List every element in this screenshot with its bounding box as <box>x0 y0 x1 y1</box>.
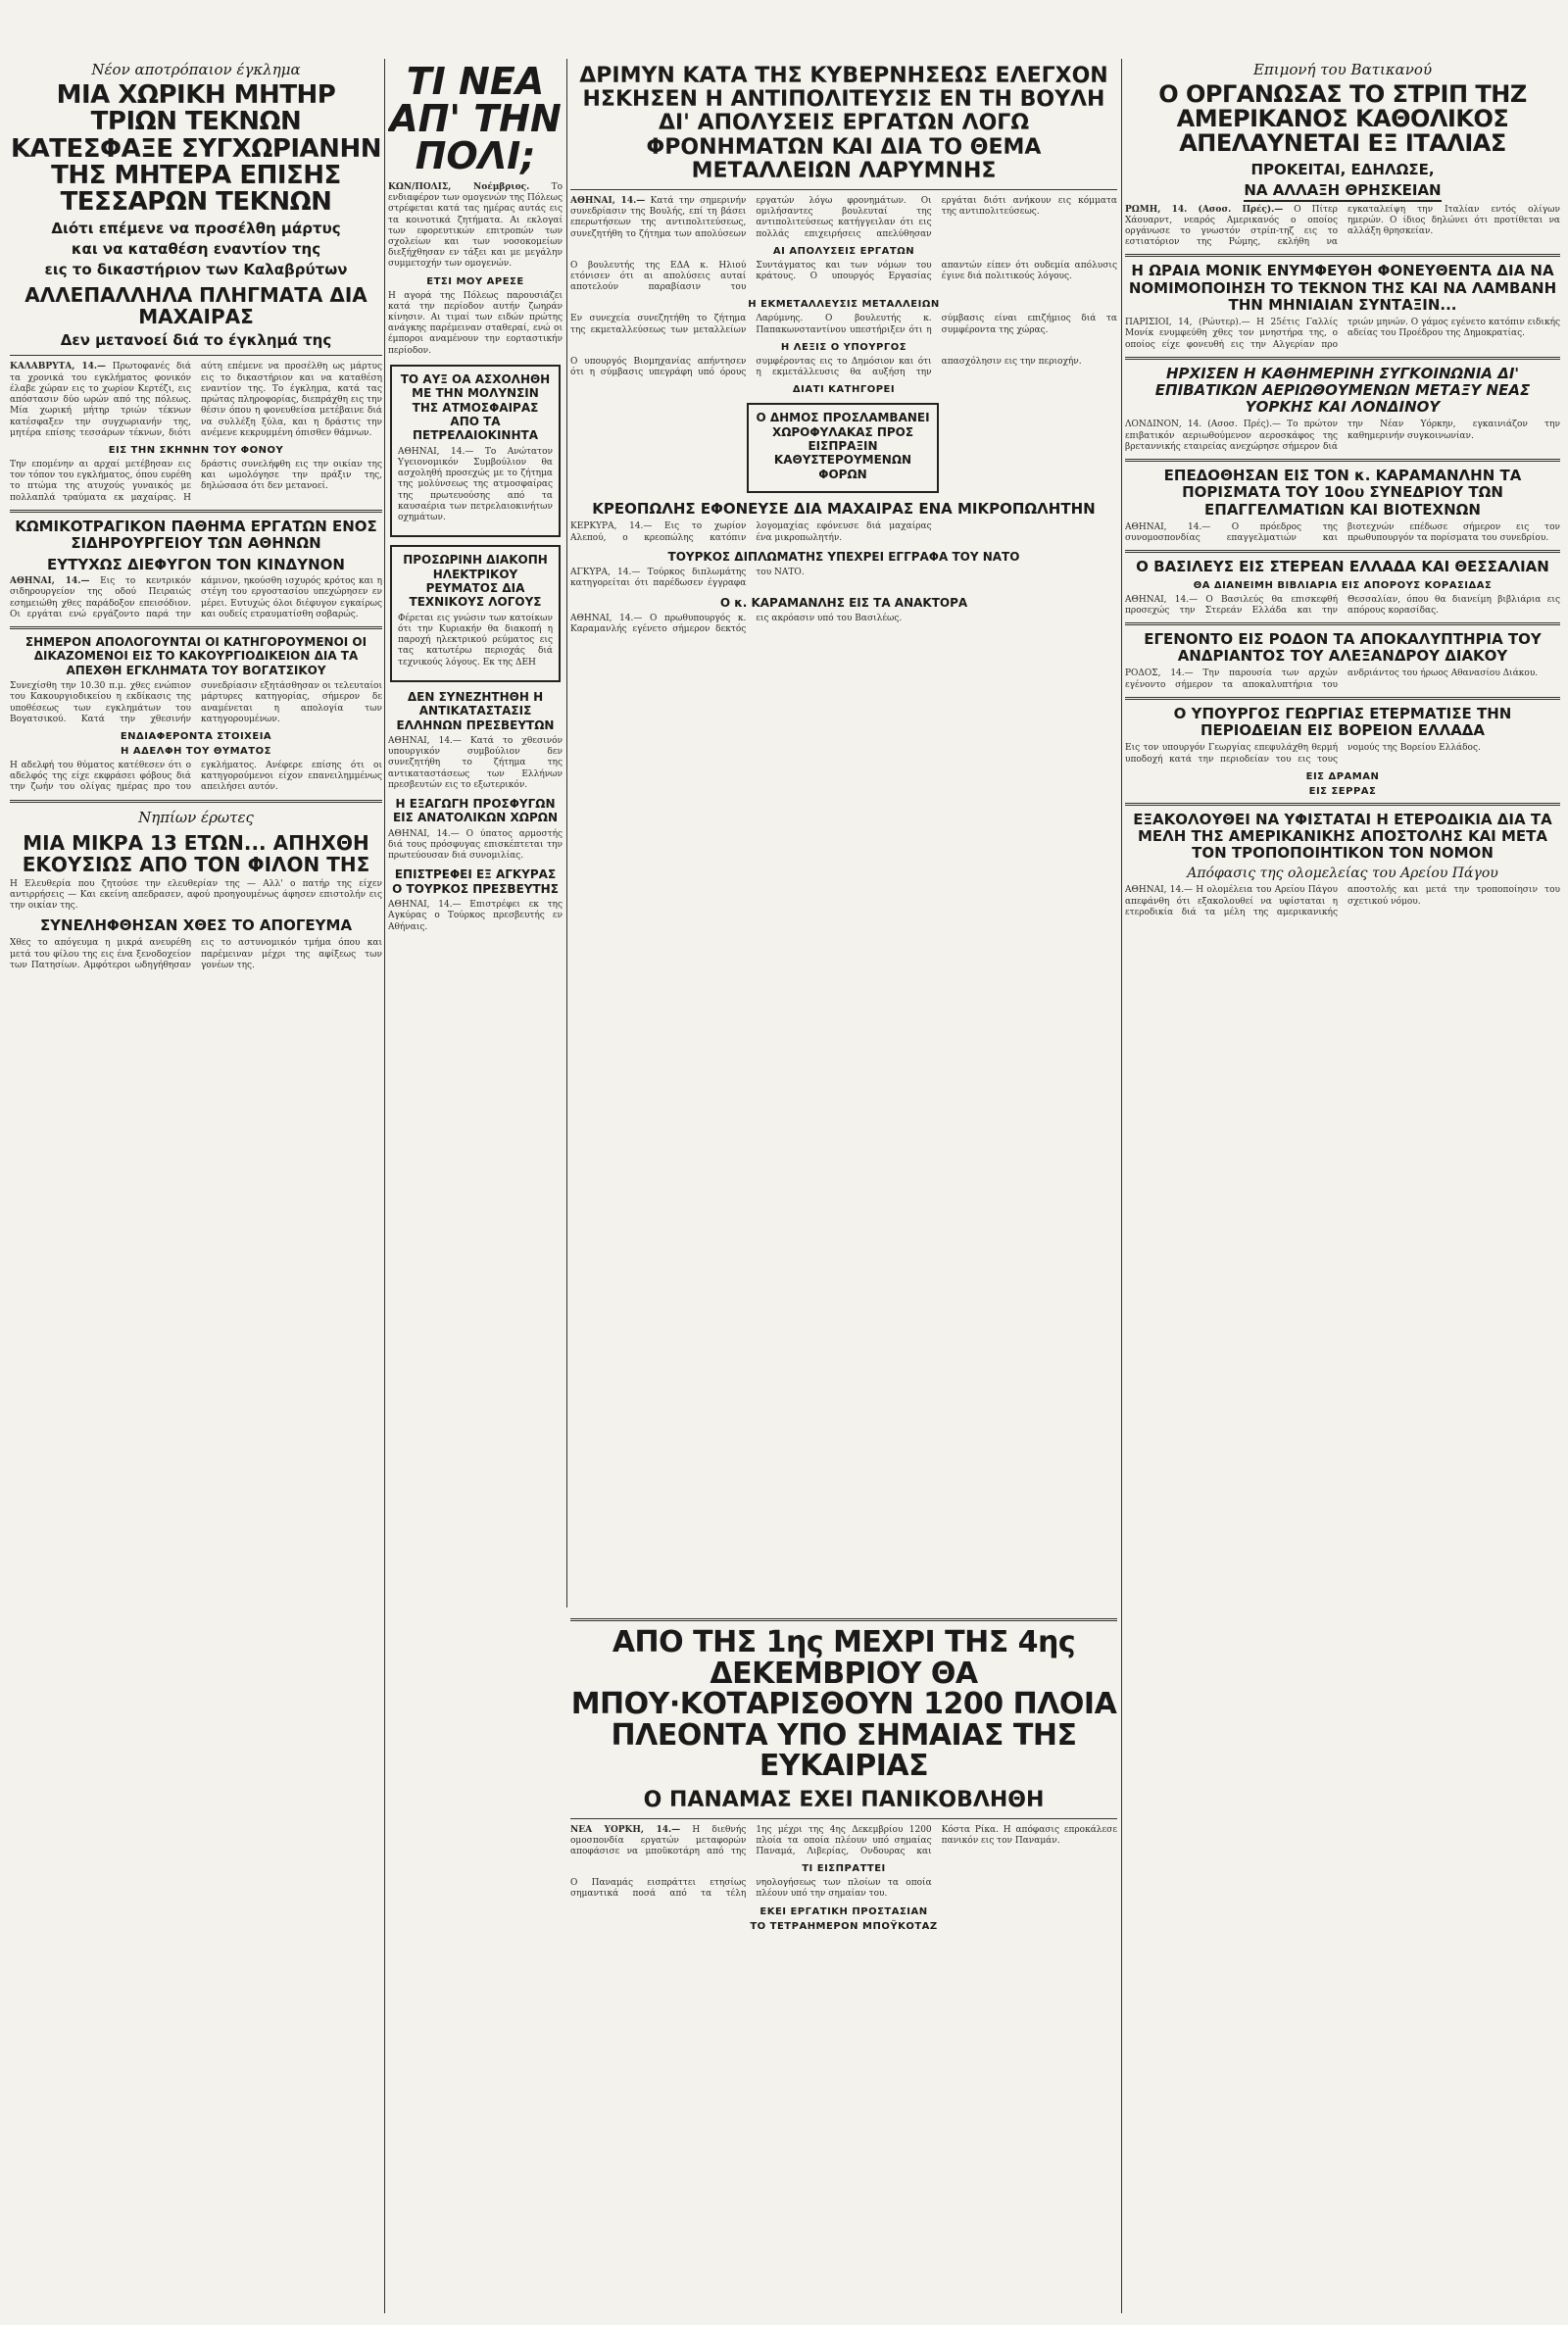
column-rule <box>1121 59 1122 2313</box>
article-body: ΑΓΚΥΡΑ, 14.— Τούρκος διπλωμάτης κατηγορείται ότι παρέδωσεν έγγραφα του ΝΑΤΟ. <box>570 568 805 589</box>
divider <box>10 626 382 629</box>
divider <box>10 355 382 356</box>
article-body: Η Ελευθερία που ζητούσε την ελευθερίαν της — Αλλ' ο πατήρ της είχεν αντιρρήσεις — Και εκείνη απεδρασεν, αφού προηγουμένως άφησεν επιστολήν εις την οικίαν της. <box>10 878 382 912</box>
article-text: Πρωτοφανές διά τα χρονικά του εγκλήματος φονικόν έλαβε χώραν εις το χωρίον Κερτέζι, εις απόστασιν δύο ωρών από της πόλεως. Μία χωρική μήτηρ τριών τέκνων κατέσφαξεν την συγχωριανήν της, μητέρα επίσης τεσσάρων τέκνων, διότι αύτη επέμενε να προσέλθη ως μάρτυς εις το δικαστήριον και να καταθέση εναντίον της. Το έγκλημα, κατά τας πρώτας πληροφορίας, διεπράχθη εις την θέσιν όπου η φονευθείσα μετέβαινε διά να συλλέξη ξύλα, και η δράστις την ανέμενε κεκρυμμένη όπισθεν θάμνων. <box>10 362 382 438</box>
subheadline: Διότι επέμενε να προσέλθη μάρτυς <box>51 220 341 238</box>
divider <box>10 510 382 513</box>
column-2 <box>388 59 563 939</box>
article-text: Εις το κεντρικόν σιδηρουργείον της οδού Πειραιώς εσημειώθη χθες παράδοξον επεισόδιον. Οι εργάται ενώ εργάζοντο παρά την κάμινον, ηκούσθη ισχυρός κρότος και η στέγη του εργοστασίου υπεχώρησεν εν μέρει. Ευτυχώς όλοι διέφυγον εγκαίρως και ουδείς ετραυματίσθη σοβαρώς. <box>10 576 382 619</box>
section-title: ΕΙΣ ΣΕΡΡΑΣ <box>1308 785 1377 797</box>
article-body: Την επομένην αι αρχαί μετέβησαν εις τον τόπον του εγκλήματος, όπου ευρέθη το πτώμα της ατυχούς γυναικός με πολλαπλά τραύματα εκ μαχαίρας. Η δράστις συνελήφθη εις την οικίαν της και ωμολόγησε την πράξιν της, δηλώσασα ότι δεν μετανοεί. <box>10 459 382 503</box>
dateline: ΝΕΑ ΥΟΡΚΗ, 14.— <box>570 1824 681 1835</box>
article-body: ΡΟΔΟΣ, 14.— Την παρουσία των αρχών εγένοντο σήμερον τα αποκαλυπτήρια του ανδριάντος του ήρωος Αθανασίου Διάκου. <box>1125 668 1539 690</box>
subheadline <box>1125 181 1560 202</box>
subheadline: και να καταθέση εναντίον της <box>71 240 321 259</box>
headline: ΤΟ ΑΥΞ ΟΑ ΑΣΧΟΛΗΘΗ ΜΕ ΤΗΝ ΜΟΛΥΝΣΙΝ ΤΗΣ ΑΤΜΟΣΦΑΙΡΑΣ ΑΠΟ ΤΑ ΠΕΤΡΕΛΑΙΟΚΙΝΗΤΑ <box>400 371 551 443</box>
headline: ΔΡΙΜΥΝ ΚΑΤΑ ΤΗΣ ΚΥΒΕΡΝΗΣΕΩΣ ΕΛΕΓΧΟΝ ΗΣΚΗΣΕΝ Η ΑΝΤΙΠΟΛΙΤΕΥΣΙΣ ΕΝ ΤΗ ΒΟΥΛΗ ΔΙ' ΑΠΟΛΥΣΕΙΣ ΕΡΓΑΤΩΝ ΛΟΓΩ ΦΡΟΝΗΜΑΤΩΝ ΚΑΙ ΔΙΑ ΤΟ ΘΕΜΑ ΜΕΤΑΛΛΕΙΩΝ ΛΑΡΥΜΝΗΣ <box>579 64 1108 183</box>
article-body: Ο υπουργός Βιομηχανίας απήντησεν ότι η σύμβασις υπεγράφη υπό όρους συμφέροντας εις το Δημόσιον και ότι η εκμετάλλευσις θα αυξήση την απασχόλησιν εις την περιοχήν. <box>570 356 1082 377</box>
divider <box>1125 697 1560 700</box>
headline: ΤΟΥΡΚΟΣ ΔΙΠΛΩΜΑΤΗΣ ΥΠΕΧΡΕΙ ΕΓΓΡΑΦΑ ΤΟΥ ΝΑΤΟ <box>667 549 1020 564</box>
headline: Ο ΒΑΣΙΛΕΥΣ ΕΙΣ ΣΤΕΡΕΑΝ ΕΛΛΑΔΑ ΚΑΙ ΘΕΣΣΑΛΙΑΝ <box>1136 558 1549 576</box>
section-title: ΤΙ ΝΕΑ ΑΠ' ΤΗΝ ΠΟΛΙ; <box>389 60 562 177</box>
article-body: ΠΑΡΙΣΙΟΙ, 14, (Ρώυτερ).— Η 25έτις Γαλλίς Μονίκ ενυμφεύθη χθες τον μνηστήρα της, ο οποίος είχε φονευθή εις την Αλγερίαν προ τριών μηνών. Ο γάμος εγένετο κατόπιν ειδικής αδείας του Προέδρου της Δημοκρατίας. <box>1125 318 1560 350</box>
column-3 <box>570 59 1117 641</box>
divider <box>570 1818 1117 1819</box>
article-body <box>570 1825 1117 1858</box>
headline: Ο ΔΗΜΟΣ ΠΡΟΣΛΑΜΒΑΝΕΙ ΧΩΡΟΦΥΛΑΚΑΣ ΠΡΟΣ ΕΙΣΠΡΑΞΙΝ ΚΑΘΥΣΤΕΡΟΥΜΕΝΩΝ ΦΟΡΩΝ <box>756 411 930 481</box>
headline: Ο ΟΡΓΑΝΩΣΑΣ ΤΟ ΣΤΡΙΠ ΤΗΖ ΑΜΕΡΙΚΑΝΟΣ ΚΑΘΟΛΙΚΟΣ ΑΠΕΛΑΥΝΕΤΑΙ ΕΞ ΙΤΑΛΙΑΣ <box>1158 80 1527 158</box>
dateline: ΑΘΗΝΑΙ, 14.— <box>10 576 90 587</box>
headline: ΑΛΛΕΠΑΛΛΗΛΑ ΠΛΗΓΜΑΤΑ ΔΙΑ ΜΑΧΑΙΡΑΣ <box>24 283 368 329</box>
headline: ΜΙΑ ΧΩΡΙΚΗ ΜΗΤΗΡ ΤΡΙΩΝ ΤΕΚΝΩΝ ΚΑΤΕΣΦΑΞΕ ΣΥΓΧΩΡΙΑΝΗΝ ΤΗΣ ΜΗΤΕΡΑ ΕΠΙΣΗΣ ΤΕΣΣΑΡΩΝ ΤΕΚΝΩΝ <box>11 80 381 218</box>
article-body: Η αδελφή του θύματος κατέθεσεν ότι ο αδελφός της είχε εκφράσει φόβους διά την ζωήν του ολίγας ημέρας προ του εγκλήματος. Ανέφερε επίσης ότι οι κατηγορούμενοι είχον επανειλημμένως απειλήσει αυτόν. <box>10 761 382 793</box>
article-body: ΑΘΗΝΑΙ, 14.— Ο Βασιλεύς θα επισκεφθή προσεχώς την Στερεάν Ελλάδα και την Θεσσαλίαν, όπου θα διανείμη βιβλιάρια εις απόρους κορασίδας. <box>1125 594 1560 616</box>
headline: ΕΞΑΚΟΛΟΥΘΕΙ ΝΑ ΥΦΙΣΤΑΤΑΙ Η ΕΤΕΡΟΔΙΚΙΑ ΔΙΑ ΤΑ ΜΕΛΗ ΤΗΣ ΑΜΕΡΙΚΑΝΙΚΗΣ ΑΠΟΣΤΟΛΗΣ ΚΑΙ ΜΕΤΑ ΤΟΝ ΤΡΟΠΟΠΟΙΗΤΙΚΟΝ ΤΟΝ ΝΟΜΟΝ <box>1133 810 1552 863</box>
boxed-article <box>390 365 561 537</box>
section-title: ΕΤΣΙ ΜΟΥ ΑΡΕΣΕ <box>426 275 524 287</box>
boxed-notice <box>390 545 561 682</box>
subheadline: Δεν μετανοεί διά το έγκλημά της <box>60 331 332 350</box>
article-body: ΚΕΡΚΥΡΑ, 14.— Εις το χωρίον Αλεπού, ο κρεοπώλης κατόπιν λογομαχίας εφόνευσε διά μαχαίρας ένα μικροπωλητήν. <box>570 521 932 543</box>
article-body: Ο Παναμάς εισπράττει ετησίως σημαντικά ποσά από τα τέλη νηολογήσεως των πλοίων τα οποία πλέουν υπό την σημαίαν του. <box>570 1878 932 1900</box>
article-body <box>388 182 563 271</box>
headline: ΣΗΜΕΡΟΝ ΑΠΟΛΟΓΟΥΝΤΑΙ ΟΙ ΚΑΤΗΓΟΡΟΥΜΕΝΟΙ ΟΙ ΔΙΚΑΖΟΜΕΝΟΙ ΕΙΣ ΤΟ ΚΑΚΟΥΡΓΙΟΔΙΚΕΙΟΝ ΔΙΑ ΤΑ ΑΠΕΧΘΗ ΕΓΚΛΗΜΑΤΑ ΤΟΥ ΒΟΓΑΤΣΙΚΟΥ <box>24 635 368 677</box>
dateline: ΡΩΜΗ, 14. (Ασοσ. Πρές).— <box>1125 204 1284 215</box>
article-body: Χθες το απόγευμα η μικρά ανευρέθη μετά του φίλου της εις ένα ξενοδοχείον των Πατησίων. Αμφότεροι ωδηγήθησαν εις το αστυνομικόν τμήμα όπου και παρέμειναν μέχρι της αφίξεως των γονέων της. <box>10 938 382 970</box>
headline: ΔΕΝ ΣΥΝΕΖΗΤΗΘΗ Η ΑΝΤΙΚΑΤΑΣΤΑΣΙΣ ΕΛΛΗΝΩΝ ΠΡΕΣΒΕΥΤΩΝ <box>396 689 555 732</box>
section-title: Η ΛΕΞΙΣ Ο ΥΠΟΥΡΓΟΣ <box>780 341 907 353</box>
section-title: ΤΙ ΕΙΣΠΡΑΤΤΕΙ <box>802 1863 886 1875</box>
article-body: Η αγορά της Πόλεως παρουσιάζει κατά την περίοδον αυτήν ζωηράν κίνησιν. Αι τιμαί των ειδών πρώτης ανάγκης παρέμειναν σταθεραί, ενώ οι έμποροι αναμένουν την εορταστικήν περίοδον. <box>388 290 563 356</box>
section-title: Η ΑΔΕΛΦΗ ΤΟΥ ΘΥΜΑΤΟΣ <box>121 746 271 758</box>
article-body: ΛΟΝΔΙΝΟΝ, 14. (Ασοσ. Πρές).— Το πρώτον επιβατικόν αεριωθούμενον αεροσκάφος της βρεταννικής εταιρείας ανεχώρησε σήμερον διά την Νέαν Υόρκην, εγκαινιάζον την καθημερινήν συγκοινωνίαν. <box>1125 420 1560 452</box>
subheadline: ΠΡΟΚΕΙΤΑΙ, ΕΔΗΛΩΣΕ, <box>1250 160 1435 178</box>
article-text: Η διεθνής ομοσπονδία εργατών μεταφορών αποφάσισε να μποϋκοτάρη από της 1ης μέχρι της 4ης Δεκεμβρίου 1200 πλοία τα οποία πλέουν υπό σημαίας Παναμά, Λιβερίας, Ονδουρας και Κόστα Ρίκα. Η απόφασις επροκάλεσε πανικόν εις τον Παναμάν. <box>570 1824 1117 1856</box>
article-body: Ο βουλευτής της ΕΔΑ κ. Ηλιού ετόνισεν ότι αι απολύσεις αυταί αποτελούν παραβίασιν του Συντάγματος και των νόμων του κράτους. Ο υπουργός Εργασίας απαντών είπεν ότι ουδεμία απόλυσις έγινε διά πολιτικούς λόγους. <box>570 260 1117 293</box>
headline: ΜΙΑ ΜΙΚΡΑ 13 ΕΤΩΝ... ΑΠΗΧΘΗ ΕΚΟΥΣΙΩΣ ΑΠΟ ΤΟΝ ΦΙΛΟΝ ΤΗΣ <box>22 830 370 876</box>
banner-headline: ΑΠΟ ΤΗΣ 1ης ΜΕΧΡΙ ΤΗΣ 4ης ΔΕΚΕΜΒΡΙΟΥ ΘΑ ΜΠΟΥ·ΚΟΤΑΡΙΣΘΟΥΝ 1200 ΠΛΟΙΑ ΠΛΕΟΝΤΑ ΥΠΟ ΣΗΜΑΙΑΣ ΤΗΣ ΕΥΚΑΙΡΙΑΣ <box>570 1625 1117 1783</box>
article-text: Κατά την σημερινήν συνεδρίασιν της Βουλής, επί τη βάσει επερωτήσεων της αντιπολιτεύσεως, συνεζητήθη το ζήτημα των απολύσεων εργατών λόγω φρονημάτων. Οι ομιλήσαντες βουλευταί της αντιπολιτεύσεως κατήγγειλαν ότι εις πολλάς επιχειρήσεις απελύθησαν εργάται διότι ανήκουν εις κόμματα της αντιπολιτεύσεως. <box>570 195 1117 239</box>
section-title: ΑΙ ΑΠΟΛΥΣΕΙΣ ΕΡΓΑΤΩΝ <box>772 245 915 257</box>
section-title: ΔΙΑΤΙ ΚΑΤΗΓΟΡΕΙ <box>792 384 896 396</box>
divider <box>1125 254 1560 257</box>
article-body: ΑΘΗΝΑΙ, 14.— Ο πρωθυπουργός κ. Καραμανλής εγένετο σήμερον δεκτός εις ακρόασιν υπό του Βασιλέως. <box>570 613 903 635</box>
divider <box>10 800 382 803</box>
column-1 <box>10 59 382 977</box>
divider <box>570 189 1117 190</box>
headline: ΗΡΧΙΣΕΝ Η ΚΑΘΗΜΕΡΙΝΗ ΣΥΓΚΟΙΝΩΝΙΑ ΔΙ' ΕΠΙΒΑΤΙΚΩΝ ΑΕΡΙΩΘΟΥΜΕΝΩΝ ΜΕΤΑΞΥ ΝΕΑΣ ΥΟΡΚΗΣ ΚΑΙ ΛΟΝΔΙΝΟΥ <box>1154 364 1531 417</box>
kicker: Νηπίων έρωτες <box>138 808 254 826</box>
divider <box>1125 622 1560 625</box>
headline: ΚΩΜΙΚΟΤΡΑΓΙΚΟΝ ΠΑΘΗΜΑ ΕΡΓΑΤΩΝ ΕΝΟΣ ΣΙΔΗΡΟΥΡΓΕΙΟΥ ΤΩΝ ΑΘΗΝΩΝ <box>15 517 377 552</box>
headline: Ο κ. ΚΑΡΑΜΑΝΛΗΣ ΕΙΣ ΤΑ ΑΝΑΚΤΟΡΑ <box>719 595 968 610</box>
subheadline: ΕΥΤΥΧΩΣ ΔΙΕΦΥΓΟΝ ΤΟΝ ΚΙΝΔΥΝΟΝ <box>47 556 345 574</box>
article-body <box>1125 205 1560 249</box>
subheadline-underlined: ΝΑ ΑΛΛΑΞΗ ΘΡΗΣΚΕΙΑΝ <box>1244 181 1441 202</box>
subheadline: Απόφασις της ολομελείας του Αρείου Πάγου <box>1187 866 1498 882</box>
column-4 <box>1125 59 1560 924</box>
article-body: Εις τον υπουργόν Γεωργίας επεφυλάχθη θερμή υποδοχή κατά την περιοδείαν του εις τους νομούς της Βορείου Ελλάδος. <box>1125 743 1481 765</box>
article-body <box>10 576 382 620</box>
article-body <box>570 196 1117 240</box>
headline: ΕΠΙΣΤΡΕΦΕΙ ΕΞ ΑΓΚΥΡΑΣ Ο ΤΟΥΡΚΟΣ ΠΡΕΣΒΕΥΤΗΣ <box>392 867 559 896</box>
headline: Η ΩΡΑΙΑ ΜΟΝΙΚ ΕΝΥΜΦΕΥΘΗ ΦΟΝΕΥΘΕΝΤΑ ΔΙΑ ΝΑ ΝΟΜΙΜΟΠΟΙΗΣΗ ΤΟ ΤΕΚΝΟΝ ΤΗΣ ΚΑΙ ΝΑ ΛΑΜΒΑΝΗ ΤΗΝ ΜΗΝΙΑΙΑΝ ΣΥΝΤΑΞΙΝ... <box>1128 262 1557 314</box>
article-body: Φέρεται εις γνώσιν των κατοίκων ότι την Κυριακήν θα διακοπή η παροχή ηλεκτρικού ρεύματος εις τας κατωτέρω περιοχάς διά τεχνικούς λόγους. Εκ της ΔΕΗ <box>398 613 553 668</box>
divider <box>1125 803 1560 806</box>
section-title: ΤΟ ΤΕΤΡΑΗΜΕΡΟΝ ΜΠΟΫΚΟΤΑΖ <box>750 1920 938 1932</box>
divider <box>570 1618 1117 1621</box>
headline: ΣΥΝΕΛΗΦΘΗΣΑΝ ΧΘΕΣ ΤΟ ΑΠΟΓΕΥΜΑ <box>39 916 353 935</box>
headline: Ο ΥΠΟΥΡΓΟΣ ΓΕΩΡΓΙΑΣ ΕΤΕΡΜΑΤΙΣΕ ΤΗΝ ΠΕΡΙΟΔΕΙΑΝ ΕΙΣ ΒΟΡΕΙΟΝ ΕΛΛΑΔΑ <box>1173 704 1512 740</box>
article-body <box>10 362 382 438</box>
headline: ΠΡΟΣΩΡΙΝΗ ΔΙΑΚΟΠΗ ΗΛΕΚΤΡΙΚΟΥ ΡΕΥΜΑΤΟΣ ΔΙΑ ΤΕΧΝΙΚΟΥΣ ΛΟΓΟΥΣ <box>403 553 548 610</box>
section-title: ΕΚΕΙ ΕΡΓΑΤΙΚΗ ΠΡΟΣΤΑΣΙΑΝ <box>760 1905 928 1917</box>
dateline: ΚΩΝ/ΠΟΛΙΣ, Νοέμβριος. <box>388 182 530 192</box>
article-body: ΑΘΗΝΑΙ, 14.— Ο ύπατος αρμοστής διά τους πρόσφυγας επισκέπτεται την πρωτεύουσαν διά συνομιλίας. <box>388 828 563 862</box>
article-body: ΑΘΗΝΑΙ, 14.— Η ολομέλεια του Αρείου Πάγου απεφάνθη ότι εξακολουθεί να υφίσταται η ετεροδικία διά τα μέλη της αμερικανικής αποστολής και μετά την τροποποίησιν του σχετικού νόμου. <box>1125 885 1560 917</box>
section-title: ΕΝΔΙΑΦΕΡΟΝΤΑ ΣΤΟΙΧΕΙΑ <box>120 731 272 743</box>
section-title: ΕΙΣ ΔΡΑΜΑΝ <box>1305 770 1380 782</box>
dateline: ΑΘΗΝΑΙ, 14.— <box>570 195 646 206</box>
article-body: ΑΘΗΝΑΙ, 14.— Ο πρόεδρος της συνομοσπονδίας επαγγελματιών και βιοτεχνών επέδωσε σήμερον εις τον πρωθυπουργόν τα πορίσματα του συνεδρίου. <box>1125 521 1560 544</box>
article-body: ΑΘΗΝΑΙ, 14.— Κατά το χθεσινόν υπουργικόν συμβούλιον δεν συνεζητήθη το ζήτημα της αντικαταστάσεως των Ελλήνων πρεσβευτών εις το εξωτερικόν. <box>388 735 563 790</box>
divider <box>1125 459 1560 462</box>
section-title: Η ΕΚΜΕΤΑΛΛΕΥΣΙΣ ΜΕΤΑΛΛΕΙΩΝ <box>748 299 940 311</box>
banner-subheadline: Ο ΠΑΝΑΜΑΣ ΕΧΕΙ ΠΑΝΙΚΟΒΛΗΘΗ <box>643 1787 1045 1812</box>
subheadline: εις το δικαστήριον των Καλαβρύτων <box>44 261 348 279</box>
section-title: ΘΑ ΔΙΑΝΕΙΜΗ ΒΙΒΛΙΑΡΙΑ ΕΙΣ ΑΠΟΡΟΥΣ ΚΟΡΑΣΙΔΑΣ <box>1193 579 1493 591</box>
kicker: Νέον αποτρόπαιον έγκλημα <box>91 61 301 78</box>
article-body: ΑΘΗΝΑΙ, 14.— Επιστρέφει εκ της Αγκύρας ο Τούρκος πρεσβευτής εν Αθήναις. <box>388 900 563 932</box>
article-text: Ο Πίτερ Χάουαρντ, νεαρός Αμερικανός ο οποίος οργάνωσε το γνωστόν στρίπ-τηζ εις το εστιατόριον της Ρώμης, εκλήθη να εγκαταλείψη την Ιταλίαν εντός ολίγων ημερών. Ο ίδιος δηλώνει ότι προτίθεται να αλλάξη θρησκείαν. <box>1125 204 1560 248</box>
divider <box>1125 357 1560 360</box>
kicker: Επιμονή του Βατικανού <box>1252 61 1433 78</box>
section-title: ΕΙΣ ΤΗΝ ΣΚΗΝΗΝ ΤΟΥ ΦΟΝΟΥ <box>108 444 284 456</box>
column-rule <box>566 59 567 1608</box>
article-body: Εν συνεχεία συνεζητήθη το ζήτημα της εκμεταλλεύσεως των μεταλλείων Λαρύμνης. Ο βουλευτής κ. Παπακωνσταντίνου υπεστήριξεν ότι η σύμβασις είναι επιζήμιος διά τα συμφέροντα της χώρας. <box>570 314 1117 335</box>
column-rule <box>384 59 385 2313</box>
dateline: ΚΑΛΑΒΡΥΤΑ, 14.— <box>10 362 107 372</box>
article-text: Το ενδιαφέρον των ομογενών της Πόλεως στρέφεται κατά τας ημέρας αυτάς εις τα κοινοτικά ζητήματα. Αι εκλογαί των εφορευτικών επιτροπών των σχολείων και των νοσοκομείων διεξήχθησαν εν τάξει και με μεγάλην συμμετοχήν των ομογενών. <box>388 182 563 270</box>
article-body: Συνεχίσθη την 10.30 π.μ. χθες ενώπιον του Κακουργιοδικείου η εκδίκασις της υποθέσεως των εγκλημάτων του Βογατσικού. Κατά την χθεσινήν συνεδρίασιν εξητάσθησαν οι τελευταίοι μάρτυρες κατηγορίας, σήμερον δε αναμένεται η απολογία των κατηγορουμένων. <box>10 681 382 724</box>
boxed-article <box>747 403 939 493</box>
headline: ΕΓΕΝΟΝΤΟ ΕΙΣ ΡΟΔΟΝ ΤΑ ΑΠΟΚΑΛΥΠΤΗΡΙΑ ΤΟΥ ΑΝΔΡΙΑΝΤΟΣ ΤΟΥ ΑΛΕΞΑΝΔΡΟΥ ΔΙΑΚΟΥ <box>1144 629 1542 666</box>
banner-article <box>570 1612 1117 1936</box>
headline: ΚΡΕΟΠΩΛΗΣ ΕΦΟΝΕΥΣΕ ΔΙΑ ΜΑΧΑΙΡΑΣ ΕΝΑ ΜΙΚΡΟΠΩΛΗΤΗΝ <box>592 500 1096 519</box>
divider <box>1125 550 1560 553</box>
article-body: ΑΘΗΝΑΙ, 14.— Το Ανώτατον Υγειονομικόν Συμβούλιον θα ασχοληθή προσεχώς με το ζήτημα της μολύνσεως της ατμοσφαίρας της πρωτευούσης από τα καυσαέρια των πετρελαιοκινήτων οχημάτων. <box>398 446 553 523</box>
headline: ΕΠΕΔΟΘΗΣΑΝ ΕΙΣ ΤΟΝ κ. ΚΑΡΑΜΑΝΛΗΝ ΤΑ ΠΟΡΙΣΜΑΤΑ ΤΟΥ 10ου ΣΥΝΕΔΡΙΟΥ ΤΩΝ ΕΠΑΓΓΕΛΜΑΤΙΩΝ ΚΑΙ ΒΙΟΤΕΧΝΩΝ <box>1163 467 1522 519</box>
headline: Η ΕΞΑΓΩΓΗ ΠΡΟΣΦΥΓΩΝ ΕΙΣ ΑΝΑΤΟΛΙΚΩΝ ΧΩΡΩΝ <box>392 796 558 825</box>
